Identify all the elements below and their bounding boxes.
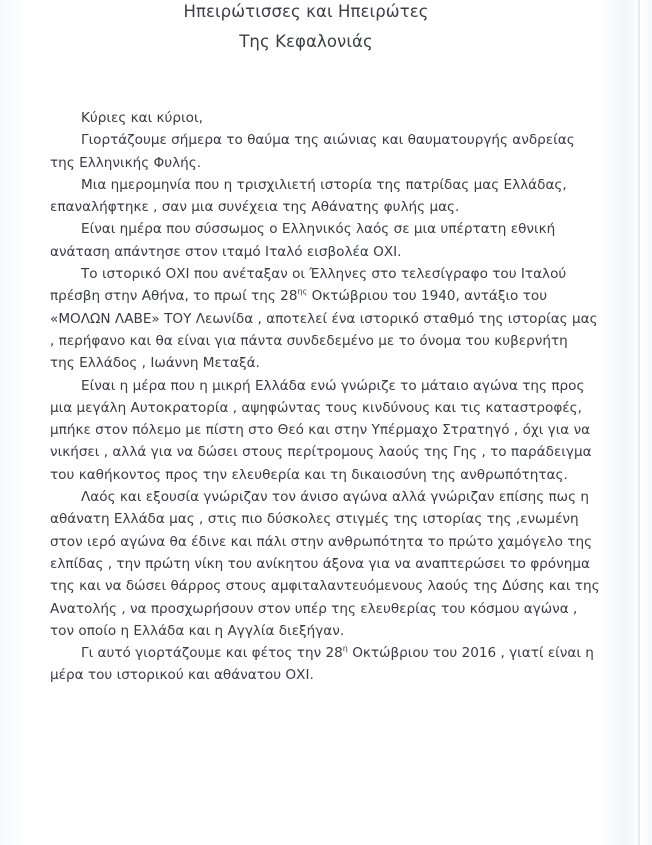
speech-body bbox=[50, 107, 610, 687]
text-line: στον ιερό αγώνα θα έδινε και πάλι στην ανθρωπότητα το πρώτο χαμόγελο της bbox=[50, 533, 593, 550]
text-line: επαναλήφτηκε , σαν μια συνέχεια της Αθάνατης φυλής μας. bbox=[50, 199, 460, 216]
ordinal-superscript: η bbox=[342, 644, 348, 654]
text-segment: Οκτώβριου του 1940, αντάξιο του bbox=[307, 288, 548, 305]
text-line bbox=[50, 642, 610, 664]
text-line: της Ελληνικής Φυλής. bbox=[50, 154, 202, 171]
text-line: Είναι ημέρα που σύσσωμος ο Ελληνικός λαός σε μια υπέρτατη εθνική bbox=[81, 221, 556, 238]
text-line: «ΜΟΛΩΝ ΛΑΒΕ» ΤΟΥ Λεωνίδα , αποτελεί ένα ιστορικό σταθμό της ιστορίας μας bbox=[50, 310, 598, 327]
text-line: , περήφανο και θα είναι για πάντα συνδεδεμένο με το όνομα του κυβερνήτη bbox=[50, 332, 568, 349]
text-line: μια μεγάλη Αυτοκρατορία , αψηφώντας τους κινδύνους και τις καταστροφές, bbox=[50, 399, 582, 416]
text-line: Το ιστορικό ΟΧΙ που ανέταξαν οι Έλληνες στο τελεσίγραφο του Ιταλού bbox=[81, 266, 567, 283]
document-subtitle: Της Κεφαλονιάς bbox=[239, 32, 373, 51]
text-line: μέρα του ιστορικού και αθάνατου ΟΧΙ. bbox=[50, 667, 314, 684]
text-line: Κύριες και κύριοι, bbox=[81, 110, 203, 126]
text-line: Γιορτάζουμε σήμερα το θαύμα της αιώνιας και θαυματουργής ανδρείας bbox=[81, 132, 575, 149]
text-line: νικήσει , αλλά για να δώσει στους περίτρομους λαούς της Γης , το παράδειγμα bbox=[50, 444, 592, 461]
text-line: Είναι η μέρα που η μικρή Ελλάδα ενώ γνώριζε το μάταιο αγώνα της προς bbox=[81, 377, 585, 394]
text-line: αθάνατη Ελλάδα μας , στις πιο δύσκολες στιγμές της ιστορίας της ,ενωμένη bbox=[50, 511, 579, 528]
ordinal-superscript: ης bbox=[297, 287, 308, 297]
text-line: μπήκε στον πόλεμο με πίστη στο Θεό και στην Υπέρμαχο Στρατηγό , όχι για να bbox=[50, 422, 591, 439]
text-line: του καθήκοντος προς την ελευθερία και τη δικαιοσύνη της ανθρωπότητας. bbox=[50, 466, 568, 483]
page-fold-shadow bbox=[638, 0, 640, 845]
text-line: τον οποίο η Ελλάδα και η Αγγλία διεξήγαν. bbox=[50, 622, 345, 639]
text-segment: πρέσβη στην Αθήνα, το πρωί της 28 bbox=[50, 288, 298, 305]
text-line: Λαός και εξουσία γνώριζαν τον άνισο αγώνα αλλά γνώριζαν επίσης πως η bbox=[81, 489, 589, 506]
text-line: ανάταση απάντησε στον ιταμό Ιταλό εισβολέα ΟΧΙ. bbox=[50, 243, 402, 260]
text-line: της και να δώσει θάρρος στους αμφιταλαντευόμενους λαούς της Δύσης και της bbox=[50, 578, 600, 595]
text-line bbox=[50, 285, 610, 307]
text-segment: Γι αυτό γιορτάζουμε και φέτος την 28 bbox=[81, 645, 343, 662]
text-line: Ανατολής , να προσχωρήσουν στον υπέρ της ελευθερίας του κόσμου αγώνα , bbox=[50, 600, 578, 617]
text-line: ελπίδας , την πρώτη νίκη του ανίκητου άξονα για να αναπτερώσει το φρόνημα bbox=[50, 555, 590, 572]
text-segment: Οκτώβριου του 2016 , γιατί είναι η bbox=[347, 645, 594, 662]
document-title: Ηπειρώτισσες και Ηπειρώτες bbox=[183, 2, 429, 21]
text-line: της Ελλάδος , Ιωάννη Μεταξά. bbox=[50, 355, 260, 372]
text-line: Μια ημερομηνία που η τρισχιλιετή ιστορία της πατρίδας μας Ελλάδας, bbox=[81, 176, 567, 193]
